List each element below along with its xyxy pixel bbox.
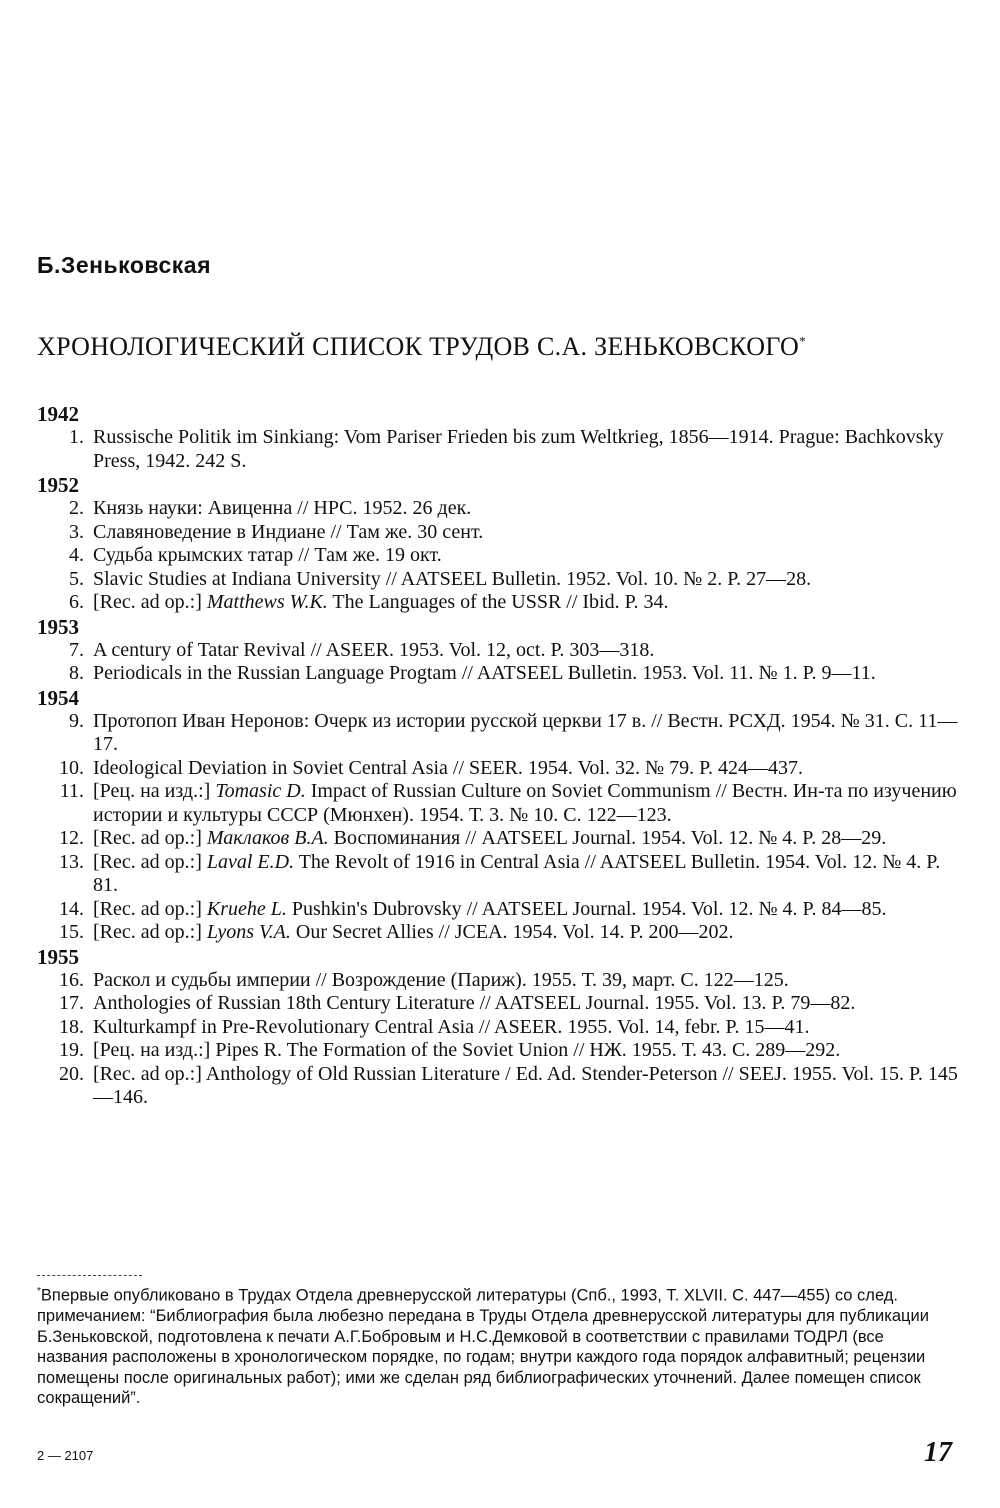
- entry-text: [93, 662, 962, 686]
- entry-author-italic: Tomasic D.: [215, 780, 306, 802]
- entry-text-part: The Languages of the USSR // Ibid. P. 34.: [327, 591, 669, 613]
- year-heading: 1955: [37, 944, 79, 969]
- entry-text: [93, 544, 962, 568]
- author-name: Б.Зеньковская: [37, 252, 211, 278]
- bibliography-entry: [37, 851, 962, 898]
- entry-text: [93, 568, 962, 592]
- entry-text-part: [Rec. ad op.:]: [93, 850, 207, 873]
- entry-number: 7.: [69, 638, 84, 661]
- footnote: [37, 1282, 955, 1409]
- title-text: ХРОНОЛОГИЧЕСКИЙ СПИСОК ТРУДОВ С.А. ЗЕНЬКОВСКОГО: [37, 332, 800, 361]
- entry-author-italic: Маклаков В.А.: [206, 827, 329, 849]
- bibliography-entry: [37, 757, 962, 781]
- entry-number: 10.: [59, 756, 84, 779]
- entry-author-italic: Lyons V.A.: [206, 921, 291, 943]
- entry-text-part: [Rec. ad op.:]: [93, 897, 207, 920]
- entry-number: 5.: [69, 567, 84, 590]
- entry-text-part: Our Secret Allies // JCEA. 1954. Vol. 14. P. 200—202.: [290, 921, 734, 943]
- year-heading: 1942: [37, 402, 79, 426]
- bibliography-entry: [37, 591, 962, 615]
- entry-number: 19.: [59, 1039, 84, 1061]
- bibliography-entry: [37, 497, 962, 521]
- entry-text-part: [Rec. ad op.:]: [93, 591, 207, 613]
- bibliography-entry: [37, 662, 962, 686]
- entry-number: 13.: [59, 850, 84, 873]
- entry-text-part: [Рец. на изд.:]: [93, 780, 216, 802]
- bibliography-entry: [37, 898, 962, 922]
- bibliography-entry: [37, 521, 962, 545]
- bibliography-entry: [37, 780, 962, 827]
- entry-text-part: Воспоминания // AATSEEL Journal. 1954. Vol. 12. № 4. P. 28—29.: [328, 827, 887, 849]
- entry-number: 20.: [59, 1062, 84, 1085]
- bibliography-entry: [37, 1063, 962, 1110]
- entry-text: [93, 921, 962, 945]
- entry-text: [93, 1063, 962, 1110]
- footnote-text: Впервые опубликовано в Трудах Отдела древнерусской литературы (Спб., 1993, Т. XLVII. С. 447—455) со след. примечанием: “Библиография была любезно передана в Труды Отдела древнерусской литературы для публикации Б.Зеньковской, подготовлена к печати А.Г.Бобровым и Н.С.Демковой в соответствии с правилами ТОДРЛ (все названия расположены в хронологическом порядке, по годам; внутри каждого года порядок алфавитный; рецензии помещены после оригинальных работ); ими же сделан ряд библиографических уточнений. Далее помещен список сокращений”.: [37, 1286, 929, 1407]
- entry-text-part: Slavic Studies at Indiana University // AATSEEL Bulletin. 1952. Vol. 10. № 2. P. 27—28.: [93, 567, 812, 590]
- entry-text-part: Славяноведение в Индиане // Там же. 30 сент.: [93, 520, 484, 543]
- entry-text: [93, 710, 962, 757]
- entry-number: 2.: [69, 497, 84, 519]
- entry-text: [93, 639, 962, 663]
- bibliography-entry: [37, 921, 962, 945]
- entry-number: 1.: [69, 426, 84, 448]
- entry-number: 16.: [59, 968, 84, 991]
- entry-text: [93, 827, 962, 851]
- entry-text: [93, 851, 962, 898]
- entry-text-part: Протопоп Иван Неронов: Очерк из истории русской церкви 17 в. // Вестн. РСХД. 1954. № 31. С. 11—17.: [93, 709, 958, 755]
- bibliography-entry: [37, 426, 962, 473]
- entry-text-part: [Rec. ad op.:]: [93, 921, 207, 943]
- year-heading: 1953: [37, 614, 79, 639]
- entry-text-part: The Revolt of 1916 in Central Asia // AATSEEL Bulletin. 1954. Vol. 12. № 4. P. 81.: [93, 850, 941, 896]
- bibliography-entry: [37, 639, 962, 663]
- entry-number: 11.: [59, 780, 84, 802]
- entry-number: 3.: [69, 520, 84, 543]
- entry-text: [93, 969, 962, 993]
- page-number: 17: [924, 1437, 952, 1468]
- bibliography-entry: [37, 827, 962, 851]
- entry-author-italic: Kruehe L.: [206, 897, 287, 920]
- entry-text: [93, 426, 962, 473]
- entry-text-part: Ideological Deviation in Soviet Central Asia // SEER. 1954. Vol. 32. № 79. P. 424—437.: [93, 756, 803, 779]
- footnote-divider: [37, 1275, 142, 1276]
- entry-text-part: Anthologies of Russian 18th Century Literature // AATSEEL Journal. 1955. Vol. 13. P. 79—82.: [93, 992, 856, 1014]
- bibliography-entry: [37, 568, 962, 592]
- entry-number: 15.: [59, 921, 84, 943]
- year-heading: 1954: [37, 685, 79, 710]
- entry-author-italic: Laval E.D.: [206, 850, 295, 873]
- entry-text: [93, 591, 962, 615]
- entry-text-part: A century of Tatar Revival // ASEER. 1953. Vol. 12, oct. P. 303—318.: [93, 638, 655, 661]
- bibliography-entry: [37, 544, 962, 568]
- entry-number: 17.: [59, 992, 84, 1014]
- entry-text: [93, 757, 962, 781]
- bibliography-entry: [37, 992, 962, 1016]
- entry-number: 8.: [69, 662, 84, 684]
- entry-text-part: Kulturkampf in Pre-Revolutionary Central Asia // ASEER. 1955. Vol. 14, febr. P. 15—41.: [93, 1015, 810, 1038]
- entry-author-italic: Matthews W.K.: [206, 591, 328, 613]
- entry-number: 14.: [59, 897, 84, 920]
- page-title: [37, 332, 806, 362]
- entry-text: [93, 780, 962, 827]
- entry-text-part: [Рец. на изд.:] Pipes R. The Formation of the Soviet Union // НЖ. 1955. Т. 43. С. 289—292.: [93, 1039, 841, 1061]
- bibliography-list: [37, 402, 962, 1110]
- bibliography-entry: [37, 969, 962, 993]
- entry-text: [93, 497, 962, 521]
- bibliography-entry: [37, 1039, 962, 1063]
- entry-text-part: Князь науки: Авиценна // НРС. 1952. 26 дек.: [93, 497, 472, 519]
- entry-text-part: Impact of Russian Culture on Soviet Communism // Вестн. Ин-та по изучению истории и культуры СССР (Мюнхен). 1954. Т. 3. № 10. С. 122—123.: [93, 780, 957, 826]
- entry-text-part: [Rec. ad op.:]: [93, 827, 207, 849]
- bibliography-entry: [37, 710, 962, 757]
- entry-text: [93, 898, 962, 922]
- entry-text-part: Судьба крымских татар // Там же. 19 окт.: [93, 544, 442, 566]
- entry-number: 6.: [69, 591, 84, 613]
- entry-text-part: [Rec. ad op.:] Anthology of Old Russian Literature / Ed. Ad. Stender-Peterson // SEEJ. 1955. Vol. 15. P. 145—146.: [93, 1062, 958, 1108]
- entry-number: 18.: [59, 1015, 84, 1038]
- printer-signature: 2 — 2107: [37, 1448, 94, 1463]
- entry-number: 9.: [69, 709, 84, 732]
- entry-number: 4.: [69, 544, 84, 566]
- entry-text: [93, 992, 962, 1016]
- entry-number: 12.: [59, 827, 84, 849]
- year-heading: 1952: [37, 473, 79, 497]
- entry-text-part: Periodicals in the Russian Language Progtam // AATSEEL Bulletin. 1953. Vol. 11. № 1. P. 9—11.: [93, 662, 876, 684]
- title-footnote-mark: *: [799, 333, 806, 349]
- entry-text: [93, 1016, 962, 1040]
- entry-text: [93, 1039, 962, 1063]
- entry-text-part: Раскол и судьбы империи // Возрождение (Париж). 1955. Т. 39, март. С. 122—125.: [93, 968, 789, 991]
- entry-text: [93, 521, 962, 545]
- entry-text-part: Pushkin's Dubrovsky // AATSEEL Journal. 1954. Vol. 12. № 4. P. 84—85.: [286, 897, 887, 920]
- footnote-mark: *: [37, 1286, 41, 1297]
- bibliography-entry: [37, 1016, 962, 1040]
- entry-text-part: Russische Politik im Sinkiang: Vom Pariser Frieden bis zum Weltkrieg, 1856—1914. Prague: Bachkovsky Press, 1942. 242 S.: [93, 426, 944, 472]
